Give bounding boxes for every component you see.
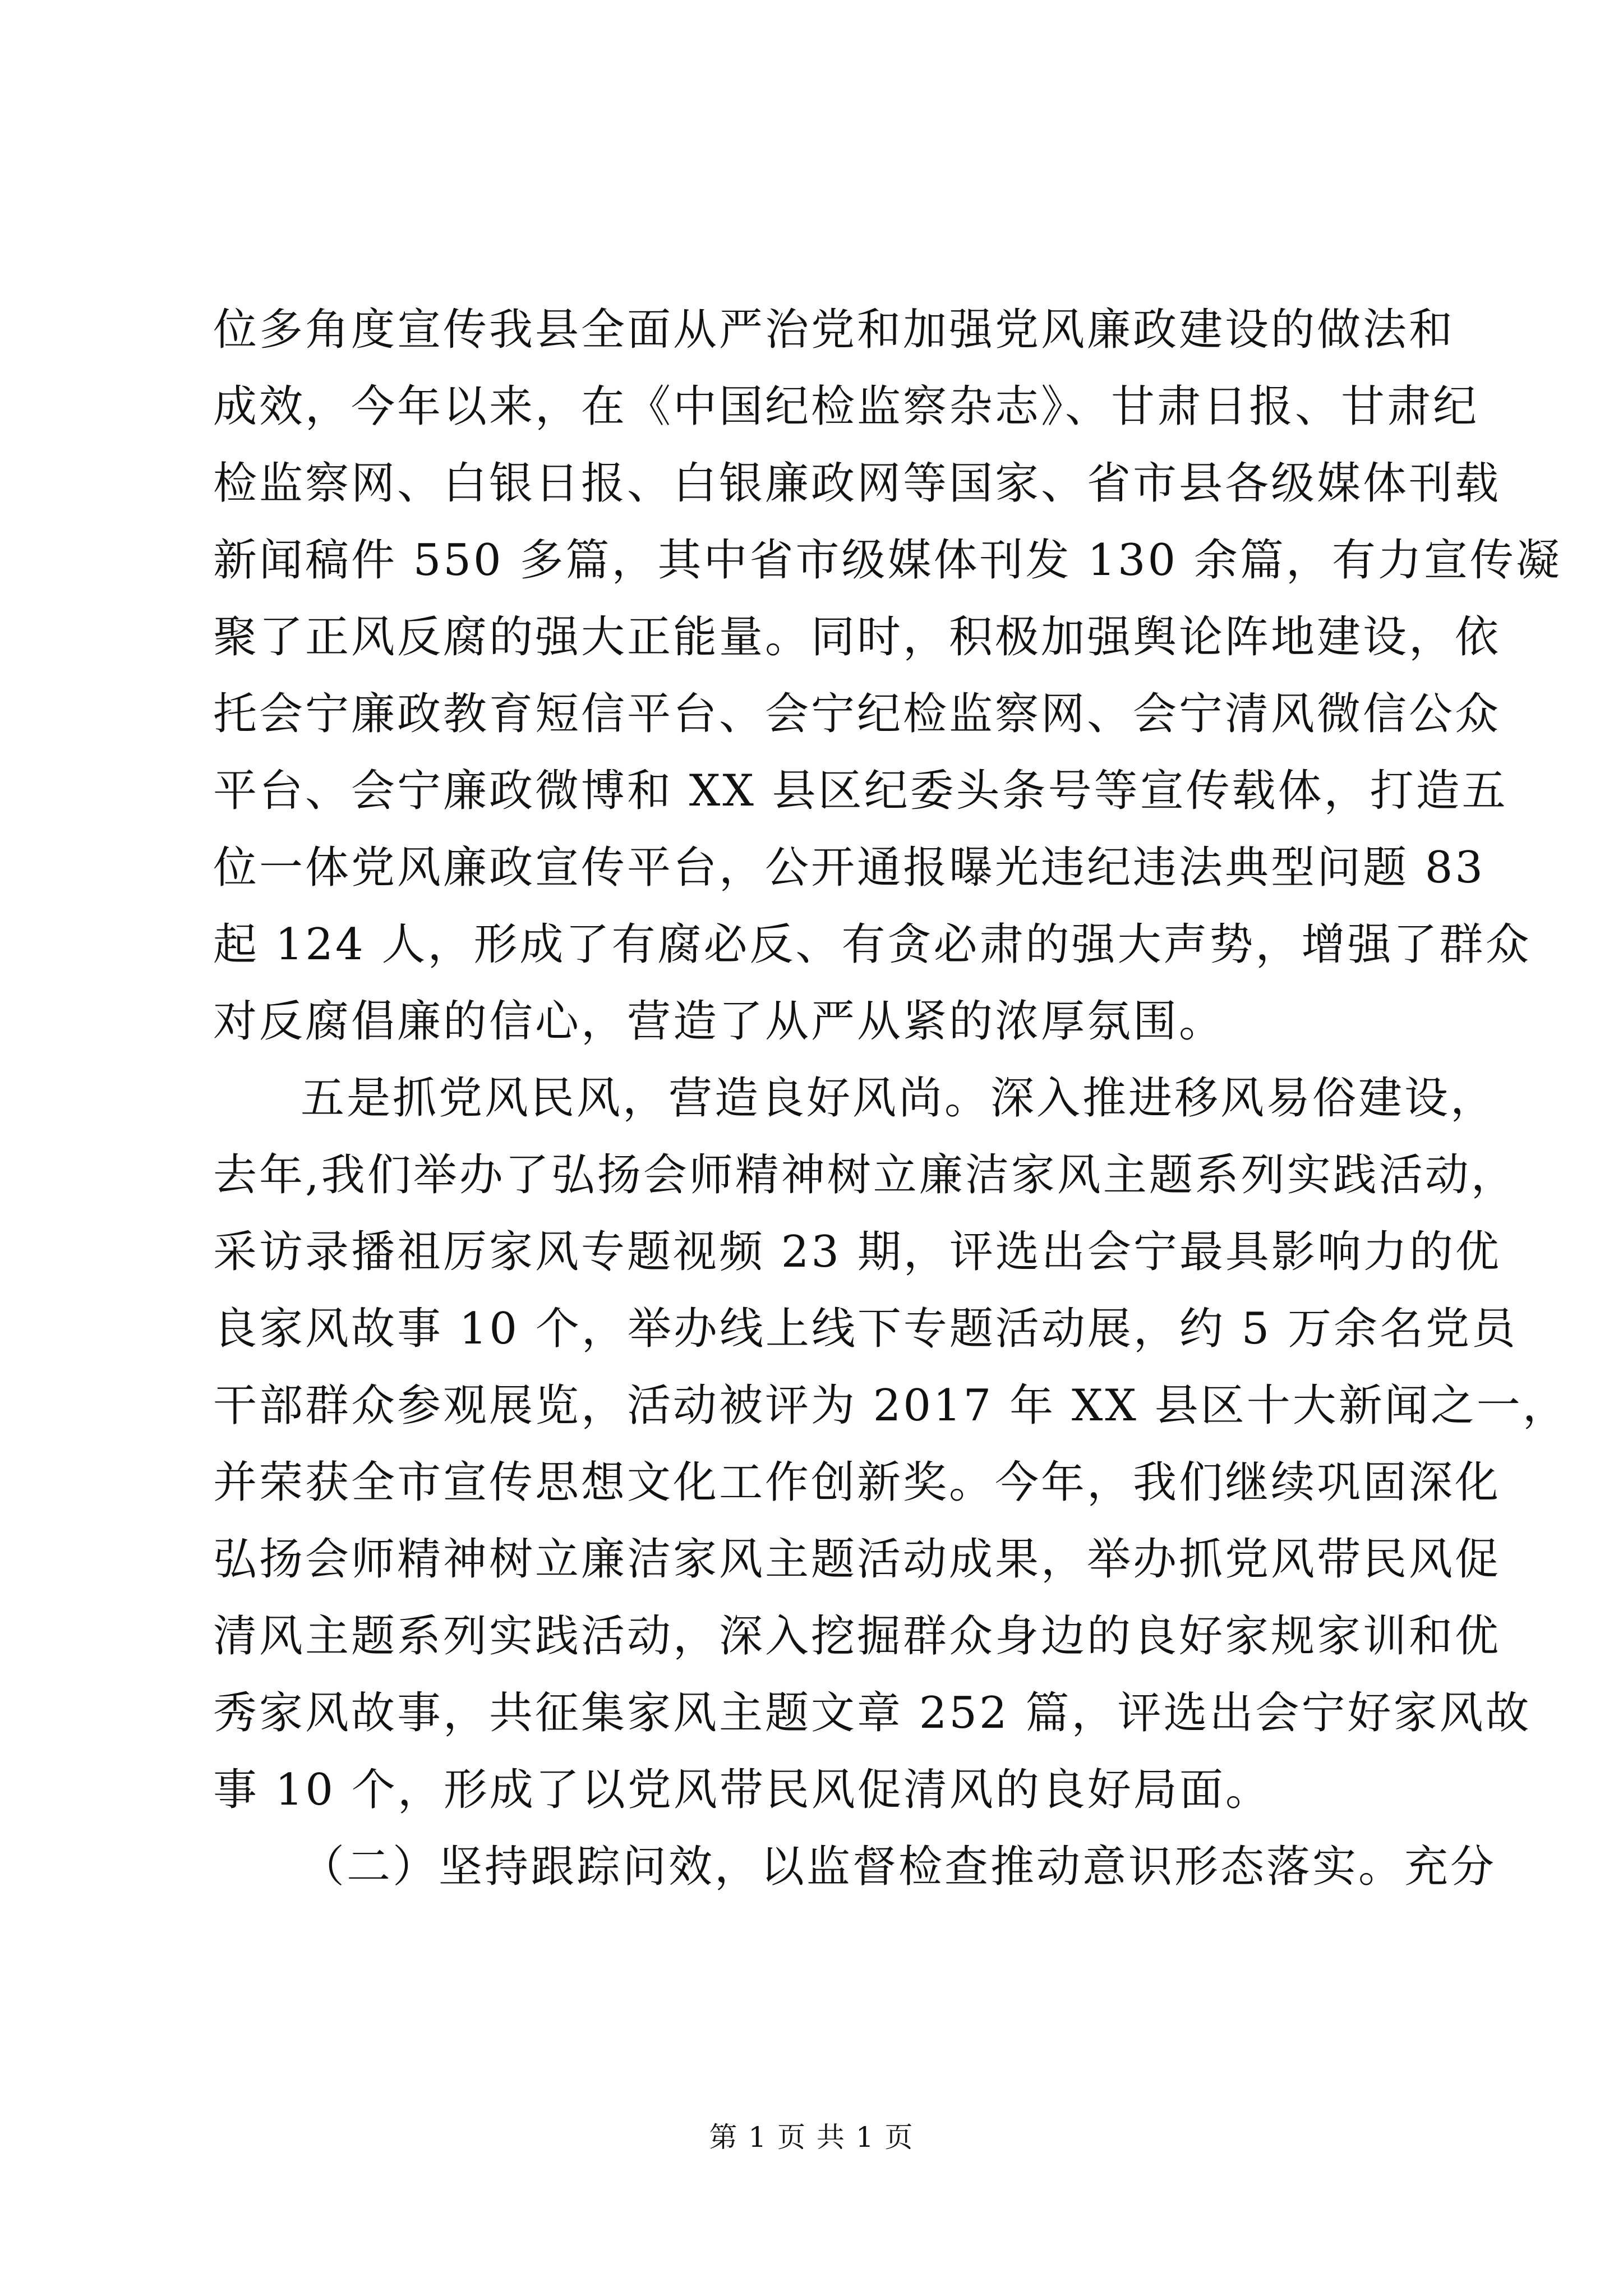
text-line: 弘扬会师精神树立廉洁家风主题活动成果，举办抓党风带民风促 xyxy=(213,1534,1501,1585)
text-line: 采访录播祖厉家风专题视频 23 期，评选出会宁最具影响力的优 xyxy=(213,1227,1501,1277)
text-line: 秀家风故事，共征集家风主题文章 252 篇，评选出会宁好家风故 xyxy=(213,1688,1532,1738)
paragraph-start-line: 五是抓党风民风，营造良好风尚。深入推进移风易俗建设， xyxy=(301,1073,1497,1124)
text-line: 位一体党风廉政宣传平台，公开通报曝光违纪违法典型问题 83 xyxy=(213,843,1486,893)
text-line: 良家风故事 10 个，举办线上线下专题活动展，约 5 万余名党员 xyxy=(213,1304,1518,1354)
text-line: 成效，今年以来，在《中国纪检监察杂志》、甘肃日报、甘肃纪 xyxy=(213,381,1479,432)
text-line: 并荣获全市宣传思想文化工作创新奖。今年，我们继续巩固深化 xyxy=(213,1457,1501,1508)
text-line: 新闻稿件 550 多篇，其中省市级媒体刊发 130 余篇，有力宣传凝 xyxy=(213,535,1562,586)
text-line: 去年,我们举办了弘扬会师精神树立廉洁家风主题系列实践活动， xyxy=(213,1150,1517,1200)
document-body xyxy=(213,292,1569,1906)
text-line: 平台、会宁廉政微博和 XX 县区纪委头条号等宣传载体，打造五 xyxy=(213,766,1508,816)
page-number-footer: 第 1 页 共 1 页 xyxy=(709,2121,914,2154)
text-line: 起 124 人，形成了有腐必反、有贪必肃的强大声势，增强了群众 xyxy=(213,919,1532,970)
text-line: 托会宁廉政教育短信平台、会宁纪检监察网、会宁清风微信公众 xyxy=(213,689,1501,739)
text-line: 聚了正风反腐的强大正能量。同时，积极加强舆论阵地建设，依 xyxy=(213,612,1501,662)
text-line: 对反腐倡廉的信心，营造了从严从紧的浓厚氛围。 xyxy=(213,996,1225,1047)
section-heading-line: （二）坚持跟踪问效，以监督检查推动意识形态落实。充分 xyxy=(301,1842,1497,1892)
text-line: 位多角度宣传我县全面从严治党和加强党风廉政建设的做法和 xyxy=(213,305,1455,355)
text-line: 检监察网、白银日报、白银廉政网等国家、省市县各级媒体刊载 xyxy=(213,458,1501,509)
text-line: 清风主题系列实践活动，深入挖掘群众身边的良好家规家训和优 xyxy=(213,1611,1501,1662)
text-line: 干部群众参观展览，活动被评为 2017 年 XX 县区十大新闻之一， xyxy=(213,1381,1569,1431)
text-line: 事 10 个，形成了以党风带民风促清风的良好局面。 xyxy=(213,1765,1271,1815)
